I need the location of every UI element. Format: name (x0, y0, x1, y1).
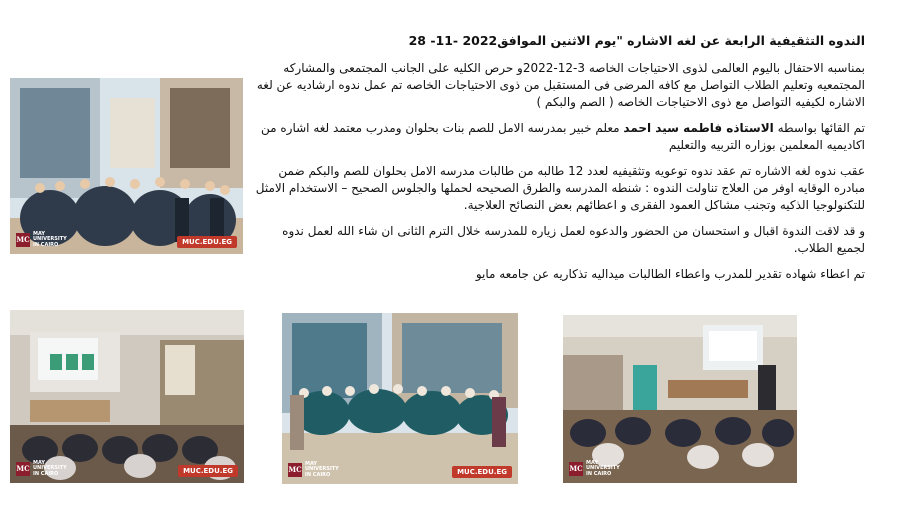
article-text (255, 32, 865, 292)
speaker-intro: تم القائها بواسطه (773, 121, 865, 135)
photo-group-main-image (10, 78, 243, 254)
university-logo (16, 459, 67, 478)
photo-group-students (282, 313, 518, 484)
title-text: الندوه التثقيفية الرابعة عن لغه الاشاره "يوم الاثنين الموافق (497, 33, 865, 48)
logo-text: MAY UNIVERSITY IN CAIRO (305, 460, 339, 478)
speaker-name: الاستاذه فاطمه سيد احمد (623, 121, 774, 135)
photo-group-main (10, 78, 243, 254)
page-title (255, 32, 865, 50)
photo-lecture-hall-image (10, 310, 244, 483)
paragraph-occasion: بمناسبه الاحتفال باليوم العالمى لذوى الاحتياجات الخاصه 3-12-2022و حرص الكليه على الجانب المجتمعى والمشاركه المجتمعيه وتعليم الطلاب التواصل مع كافه المرضى فى المستقبل من ذوى الاحتياجات الخاصه تم عمل ندوه ارشاديه عن لغه الاشاره لكيفيه التواصل مع ذوى الاحتياجات الخاصه ( الصم والبكم ) (256, 61, 865, 109)
university-logo (16, 230, 67, 249)
photo-seminar-audience-image (563, 315, 797, 483)
website-badge: MUC.EDU.EG (177, 236, 237, 248)
university-logo (288, 460, 339, 479)
logo-text: MAY UNIVERSITY IN CAIRO (33, 230, 67, 248)
title-date: 28 -11- 2022 (408, 33, 498, 48)
website-badge: MUC.EDU.EG (178, 465, 238, 477)
logo-text: MAY UNIVERSITY IN CAIRO (33, 459, 67, 477)
paragraph-certificate: تم اعطاء شهاده تقدير للمدرب واعطاء الطالبات ميداليه تذكاريه عن جامعه مايو (475, 267, 865, 281)
paragraph-awareness: عقب ندوه لغه الاشاره تم عقد ندوه توعويه وتثقيفيه لعدد 12 طالبه من طالبات مدرسه الامل بحلوان للصم والبكم ضمن مبادره الوقايه اوفر من العلاج تناولت الندوه : شنطه المدرسه والطرق الصحيحه لحملها والجلوس الصحيح – الاستخدام الامثل للتكنولوجيا الذكيه وتجنب مشاكل العمود الفقرى و اعطائهم بعض النصائح العلاجية. (255, 164, 865, 212)
logo-mark: MC (16, 233, 30, 247)
logo-mark: MC (288, 463, 302, 477)
logo-mark: MC (16, 462, 30, 476)
photo-group-students-image (282, 313, 518, 484)
paragraph-feedback: و قد لاقت الندوة اقبال و استحسان من الحضور والدعوه لعمل زياره للمدرسه خلال الترم الثانى ان شاء الله لعمل ندوه لجميع الطلاب. (282, 224, 865, 255)
logo-mark: MC (569, 462, 583, 476)
logo-text: MAY UNIVERSITY IN CAIRO (586, 459, 620, 477)
paragraph-speaker (255, 120, 865, 154)
website-badge: MUC.EDU.EG (452, 466, 512, 478)
photo-seminar-audience (563, 315, 797, 483)
university-logo (569, 459, 620, 478)
speaker-details: معلم خبير بمدرسه الامل للصم بنات بحلوان ومدرب معتمد لغه اشاره من اكاديميه المعلمين بوزاره التربيه والتعليم (261, 121, 865, 152)
photo-lecture-hall (10, 310, 244, 483)
